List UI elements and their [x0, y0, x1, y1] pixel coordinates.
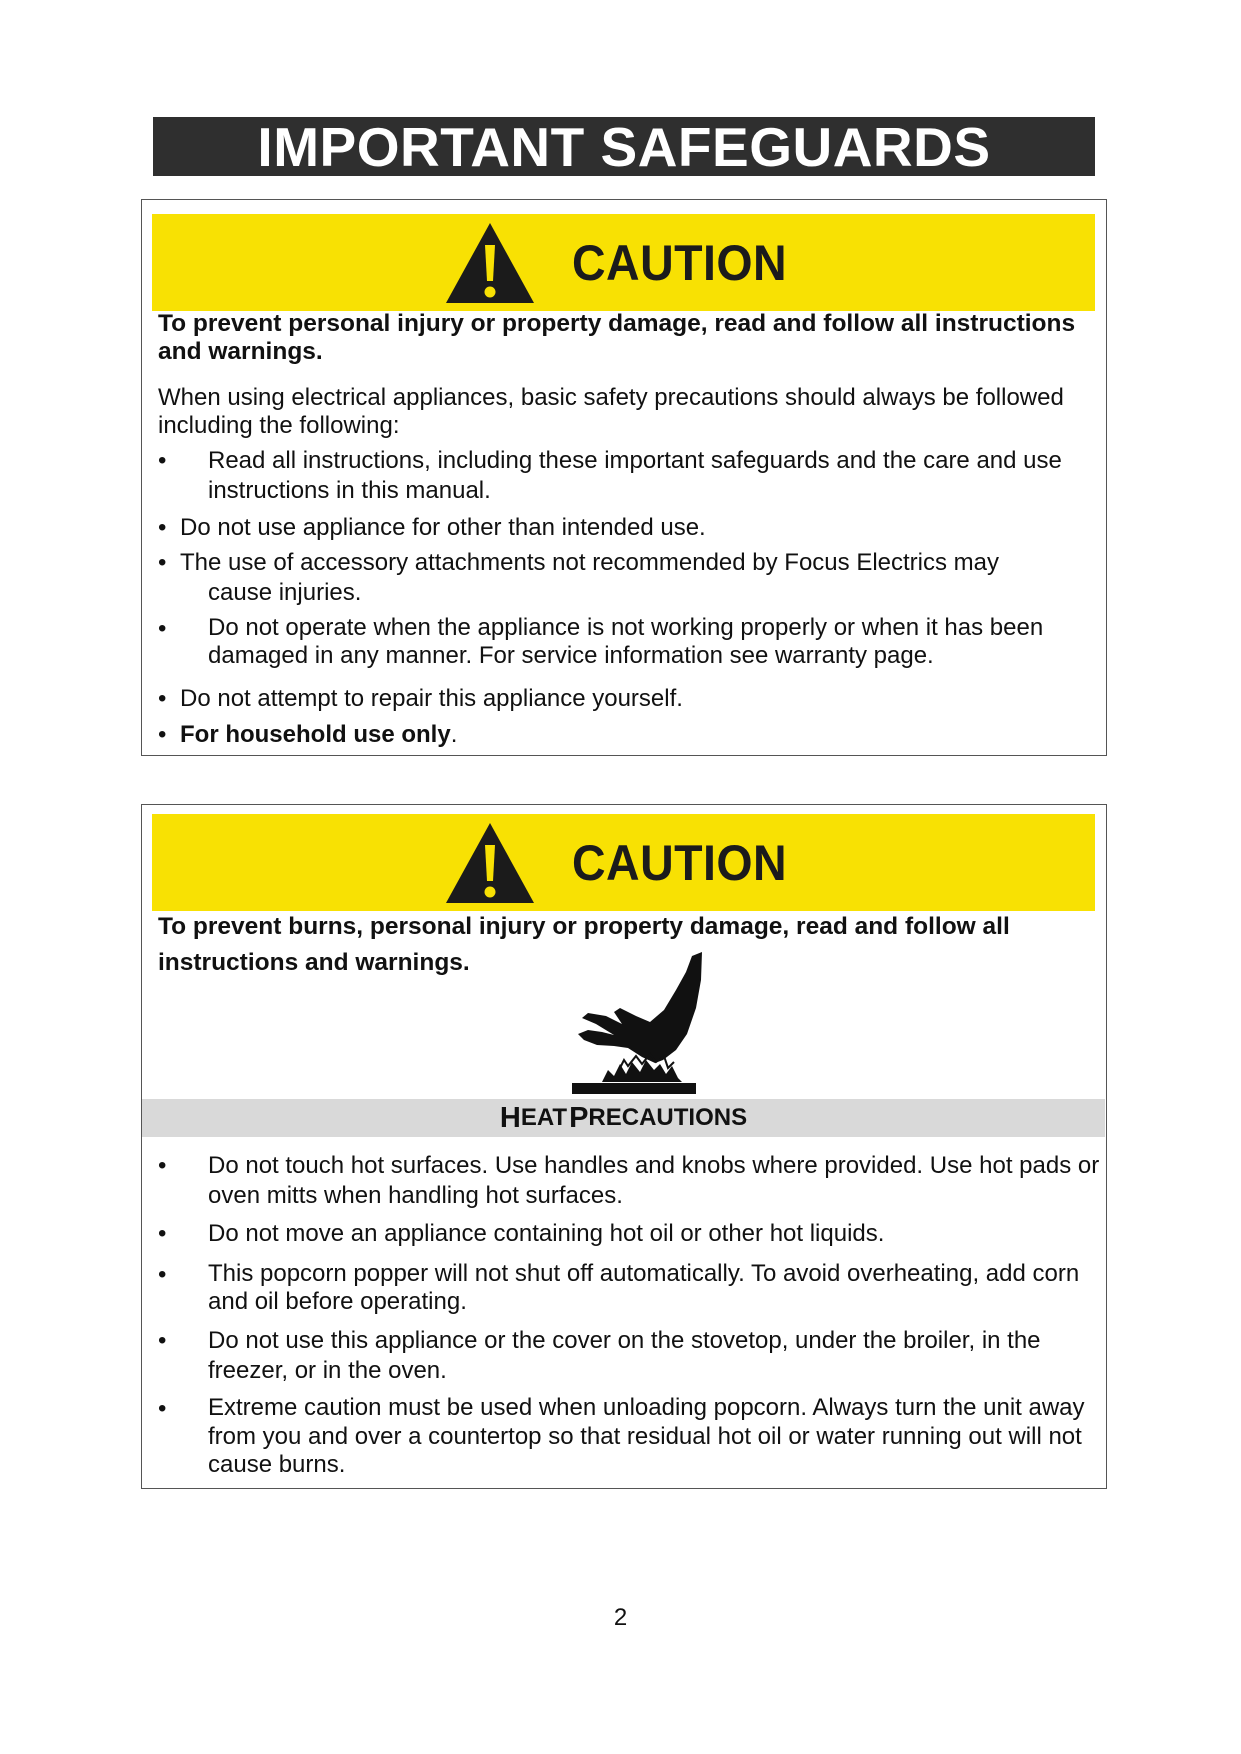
caution-label: CAUTION — [571, 234, 787, 291]
warning-triangle-icon — [444, 221, 536, 305]
list-item — [158, 684, 1103, 714]
list-item-text: Do not use this appliance or the cover on the stovetop, under the broiler, in the freezer, or in the oven. — [208, 1327, 1041, 1384]
caution-lead-line: instructions and warnings. — [158, 949, 470, 976]
heading-text-eat: EAT — [520, 1104, 568, 1131]
heat-precautions-heading — [142, 1099, 1105, 1137]
household-use-text: For household use only — [180, 721, 451, 748]
bullet: • — [158, 1395, 167, 1422]
caution-banner — [152, 214, 1095, 311]
list-item — [158, 548, 1103, 608]
list-item — [158, 513, 1103, 543]
list-item-text: Extreme caution must be used when unloading popcorn. Always turn the unit away from you and over a countertop so that residual hot oil or water running out will not cause burns. — [208, 1394, 1085, 1478]
bullet: • — [158, 1261, 167, 1288]
warning-triangle-icon — [444, 821, 536, 905]
heading-cap-p: P — [569, 1101, 589, 1134]
caution-box-heat — [141, 804, 1107, 1489]
bullet: • — [158, 1220, 167, 1247]
list-item-text-continued: cause injuries. — [208, 579, 362, 606]
bullet: • — [158, 1327, 167, 1354]
list-item-text: Do not operate when the appliance is not working properly or when it has been damaged in any manner. For service information see warranty page. — [208, 614, 1044, 669]
heading-cap-h: H — [499, 1101, 521, 1134]
list-item-text: Do not touch hot surfaces. Use handles and knobs where provided. Use hot pads or oven mitts when handling hot surfaces. — [208, 1152, 1100, 1209]
caution-banner — [152, 814, 1095, 911]
caution-lead-line: To prevent burns, personal injury or property damage, read and follow all — [158, 913, 1010, 940]
bullet: • — [158, 615, 167, 642]
list-item-text: Do not use appliance for other than intended use. — [180, 514, 706, 541]
list-item-text: Do not attempt to repair this appliance yourself. — [180, 685, 683, 712]
bullet: • — [158, 514, 167, 541]
list-item-text: The use of accessory attachments not recommended by Focus Electrics may — [180, 549, 1000, 576]
page-title-text: IMPORTANT SAFEGUARDS — [257, 115, 991, 178]
page-title — [153, 117, 1095, 176]
bullet: • — [158, 685, 167, 712]
heading-text-recautions: RECAUTIONS — [588, 1104, 748, 1131]
bullet: • — [158, 721, 167, 748]
list-item-text: Read all instructions, including these important safeguards and the care and use instructions in this manual. — [208, 447, 1062, 504]
bullet: • — [158, 447, 167, 474]
intro-text: When using electrical appliances, basic safety precautions should always be followed including the following: — [158, 384, 1064, 439]
list-item-text: This popcorn popper will not shut off automatically. To avoid overheating, add corn and oil before operating. — [208, 1260, 1080, 1315]
hot-surface-hand-icon — [570, 950, 710, 1095]
bullet: • — [158, 549, 167, 576]
list-item — [158, 720, 1103, 750]
caution-lead-text: To prevent personal injury or property damage, read and follow all instructions and warnings. — [158, 310, 1076, 365]
caution-label: CAUTION — [571, 834, 787, 891]
period: . — [450, 721, 458, 748]
list-item-text: Do not move an appliance containing hot oil or other hot liquids. — [208, 1220, 885, 1247]
caution-box-general — [141, 199, 1107, 756]
bullet: • — [158, 1152, 167, 1179]
page-number: 2 — [613, 1604, 628, 1631]
